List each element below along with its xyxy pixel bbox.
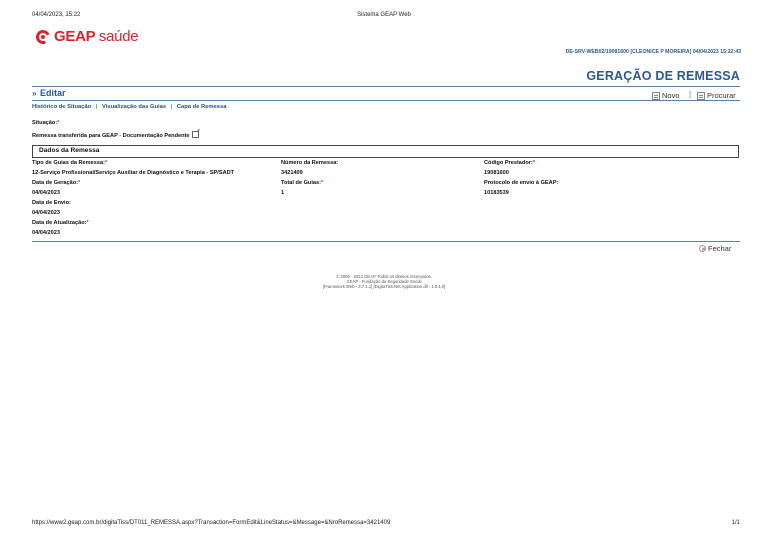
- data-atualizacao-label: Data de Atualização:*: [32, 220, 89, 226]
- protocolo-envio-value: 10183539: [484, 190, 509, 196]
- procurar-button[interactable]: [697, 91, 736, 100]
- novo-button[interactable]: [652, 91, 680, 100]
- page-title: GERAÇÃO DE REMESSA: [586, 69, 740, 83]
- content-divider: [32, 241, 740, 242]
- situacao-value: Remessa transferida para GEAP - Documentação Pendente: [32, 131, 199, 139]
- data-envio-value: 04/04/2023: [32, 210, 60, 216]
- tipo-guias-label: Tipo de Guias da Remessa:*: [32, 160, 108, 166]
- print-url: https://www2.geap.com.br/digitaTiss/DT011_REMESSA.aspx?Transaction=FormEdit&LineStatus=&Message=&NroRemessa=3421409: [32, 520, 391, 526]
- print-page-title: Sistema GEAP Web: [357, 12, 411, 18]
- link-separator: |: [170, 104, 173, 110]
- fechar-button[interactable]: [699, 244, 731, 253]
- toolbar-separator: |: [689, 90, 692, 99]
- situacao-label: Situação:*: [32, 120, 60, 126]
- section-header-box: [32, 145, 739, 158]
- print-datetime: 04/04/2023, 15:22: [32, 12, 81, 18]
- link-separator: |: [95, 104, 98, 110]
- total-guias-label: Total de Guias:*: [281, 180, 324, 186]
- novo-label: Novo: [662, 91, 680, 100]
- copyright-text: © 2006 - 2013 GEAP. Todos os direitos reservados.: [336, 274, 432, 279]
- protocolo-envio-label: Protocolo de envio à GEAP:: [484, 180, 559, 186]
- header-divider: [32, 86, 740, 87]
- print-page-number: 1/1: [731, 520, 740, 526]
- double-chevron-icon: »: [32, 89, 37, 98]
- numero-remessa-value: 3421409: [281, 170, 303, 176]
- total-guias-value: 1: [281, 190, 285, 196]
- sub-navigation: [32, 104, 226, 110]
- logo-suffix: saúde: [98, 28, 139, 45]
- data-geracao-label: Data de Geração:*: [32, 180, 81, 186]
- edit-icon[interactable]: [192, 131, 199, 138]
- organization-text: GEAP - Fundação de Seguridade Social: [346, 279, 422, 284]
- section-title: Dados da Remessa: [39, 147, 100, 154]
- procurar-label: Procurar: [707, 91, 736, 100]
- logo-brand: GEAP: [54, 28, 96, 45]
- link-visualizacao-guias[interactable]: Visualização das Guias: [102, 104, 167, 110]
- search-document-icon: [697, 92, 705, 100]
- link-historico-situacao[interactable]: Histórico de Situação: [32, 104, 92, 110]
- codigo-prestador-value: 19081600: [484, 170, 509, 176]
- version-text: [Framework.Web - 3.7.1.1] [DigitaTiss.Net.Application.dll - 1.0.4.0]: [322, 284, 446, 289]
- data-atualizacao-value: 04/04/2023: [32, 230, 60, 236]
- link-capa-remessa[interactable]: Capa de Remessa: [176, 104, 227, 110]
- numero-remessa-label: Número da Remessa:: [281, 160, 339, 166]
- codigo-prestador-label: Código Prestador:*: [484, 160, 535, 166]
- data-envio-label: Data de Envio:: [32, 200, 71, 206]
- tipo-guias-value: 12-Serviço Profissional/Serviço Auxiliar de Diagnóstico e Terapia - SP/SADT: [32, 170, 235, 176]
- data-geracao-value: 04/04/2023: [32, 190, 60, 196]
- server-session-info: DE-SRV-WEB02/19081600 [CLEONICE P MOREIRA] 04/04/2023 15:22:43: [565, 49, 741, 55]
- geap-logo-icon: [36, 30, 50, 44]
- new-document-icon: [652, 92, 660, 100]
- required-mark: *: [57, 120, 60, 126]
- mode-label: Editar: [39, 88, 66, 98]
- geap-logo-text: [54, 28, 138, 45]
- mode-title: [32, 88, 65, 98]
- toolbar-divider: [32, 100, 740, 101]
- fechar-label: Fechar: [708, 244, 732, 253]
- close-icon: [699, 245, 706, 252]
- geap-logo[interactable]: [36, 28, 138, 45]
